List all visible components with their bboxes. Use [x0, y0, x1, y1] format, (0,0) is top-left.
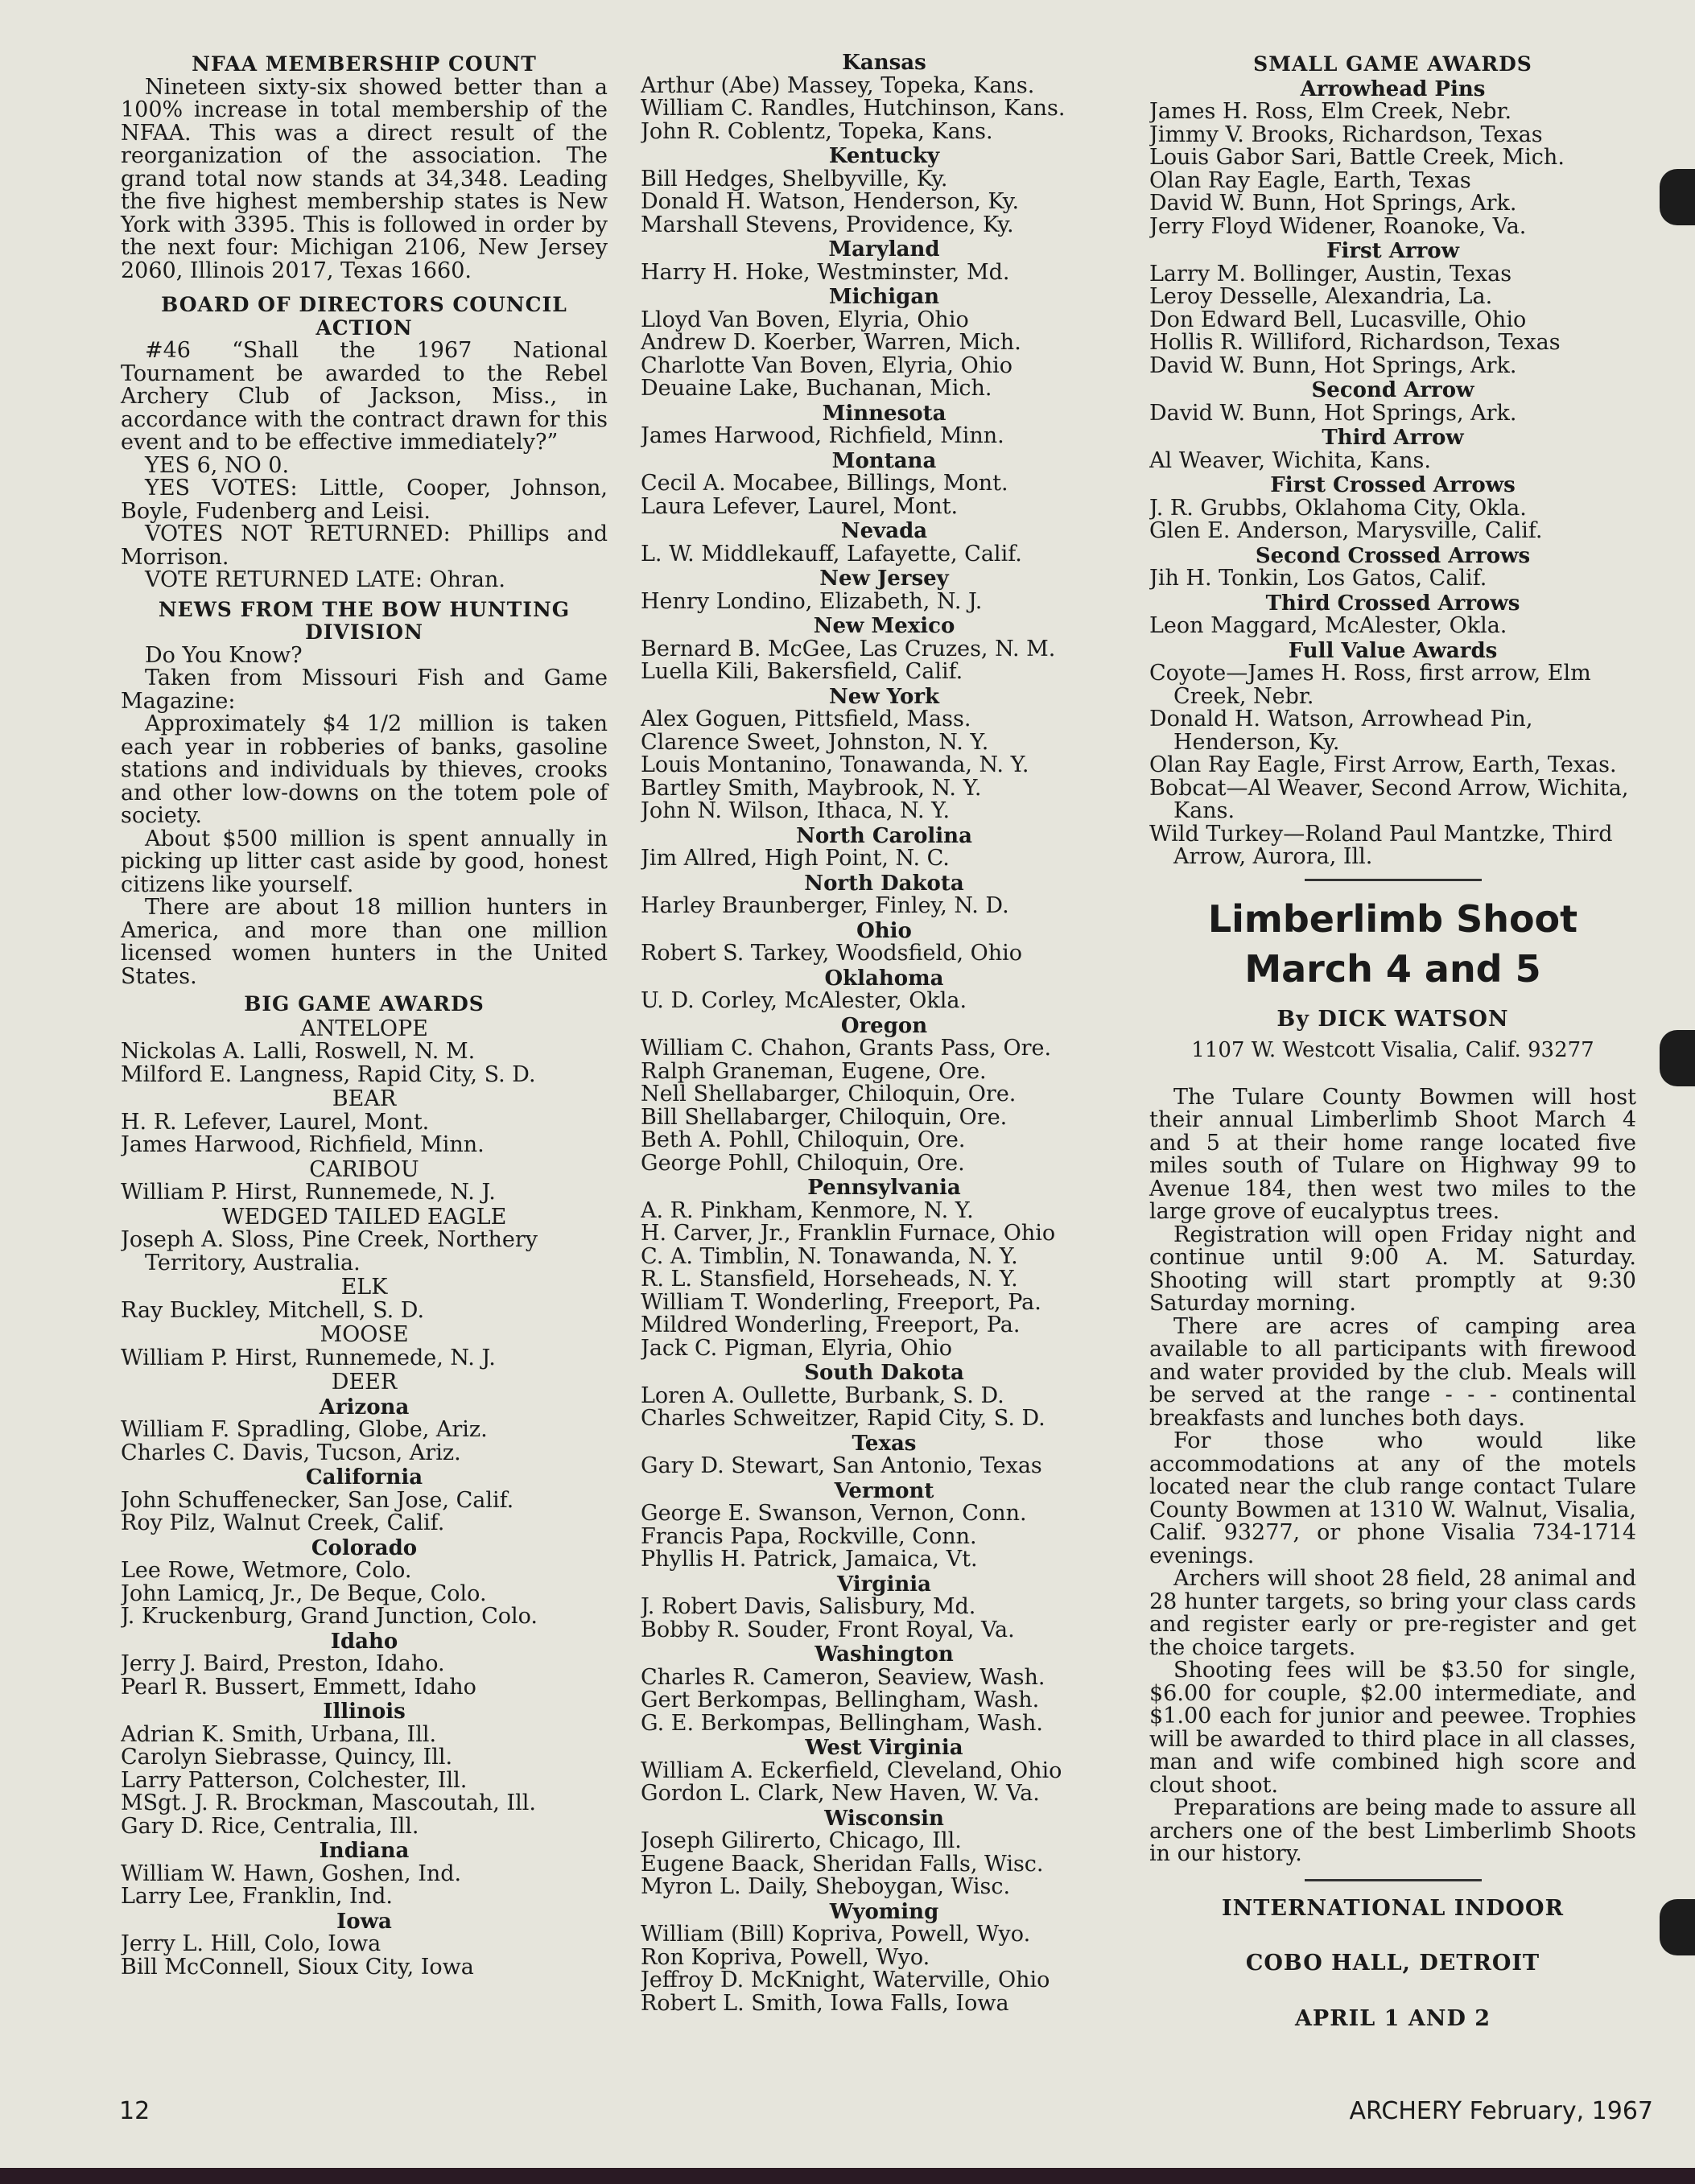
state-section-virginia [641, 1573, 1128, 1642]
list-item: Larry Patterson, Colchester, Ill. [121, 1769, 468, 1792]
section-subheading: First Arrow [1326, 239, 1460, 263]
list-item: Bobby R. Souder, Front Royal, Va. [641, 1618, 1015, 1642]
event-venue: COBO HALL, DETROIT [1245, 1951, 1540, 1976]
section-subheading: North Dakota [804, 871, 964, 896]
section-subheading: New Mexico [813, 614, 955, 638]
section-subheading: Kansas [842, 51, 926, 75]
article-headline-date: March 4 and 5 [1244, 946, 1541, 991]
list-item: James Harwood, Richfield, Minn. [641, 425, 1004, 448]
list-item: Charles Schweitzer, Rapid City, S. D. [641, 1407, 1045, 1431]
list-item: Gary D. Rice, Centralia, Ill. [121, 1815, 419, 1838]
award-section-first-crossed-arrows [1149, 474, 1636, 543]
award-section-third-arrow [1149, 426, 1636, 472]
list-item: Robert S. Tarkey, Woodsfield, Ohio [641, 942, 1023, 966]
state-section-minnesota [641, 402, 1128, 448]
list-item: Ray Buckley, Mitchell, S. D. [121, 1299, 425, 1322]
list-item: William A. Eckerfield, Cleveland, Ohio [641, 1759, 1062, 1782]
list-item: Milford E. Langness, Rapid City, S. D. [121, 1063, 536, 1086]
section-subheading: Third Arrow [1322, 426, 1464, 450]
list-item: Bill Hedges, Shelbyville, Ky. [641, 167, 948, 191]
list-item: Roy Pilz, Walnut Creek, Calif. [121, 1512, 445, 1535]
binder-hole [1660, 1899, 1695, 1955]
state-section-ohio [641, 920, 1128, 966]
list-item: Leroy Desselle, Alexandria, La. [1149, 286, 1493, 309]
section-subheading: Minnesota [822, 401, 946, 426]
article-headline: Limberlimb Shoot [1207, 896, 1578, 941]
list-item: Olan Ray Eagle, First Arrow, Earth, Texas. [1149, 754, 1617, 777]
article-paragraph: Archers will shoot 28 field, 28 animal and 28 hunter targets, so bring your class cards and register early or pre-register and get the choice targets. [1149, 1566, 1636, 1660]
state-section-idaho [121, 1630, 608, 1700]
binder-hole [1660, 1030, 1695, 1086]
award-category-elk [121, 1276, 608, 1322]
list-item: William T. Wonderling, Freeport, Pa. [641, 1291, 1041, 1314]
section-subheading: Third Crossed Arrows [1265, 591, 1520, 616]
list-item: Bill McConnell, Sioux City, Iowa [121, 1955, 474, 1979]
section-subheading: South Dakota [804, 1361, 964, 1385]
section-subheading: Full Value Awards [1288, 638, 1498, 663]
article-paragraph: There are acres of camping area available to all participants with firewood and water provided by the club. Meals will be served at the range - - - continental breakfasts and lunches both days. [1149, 1313, 1636, 1431]
list-item: Eugene Baack, Sheridan Falls, Wisc. [641, 1852, 1044, 1876]
section-subheading: Washington [815, 1642, 954, 1667]
state-section-west-virginia [641, 1737, 1128, 1806]
article-paragraph: Preparations are being made to assure all archers one of the best Limberlimb Shoots in our history. [1149, 1795, 1636, 1866]
state-section-illinois [121, 1700, 608, 1838]
list-item: John Lamicq, Jr., De Beque, Colo. [121, 1582, 487, 1605]
list-item: Marshall Stevens, Providence, Ky. [641, 213, 1014, 237]
state-section-north-dakota [641, 872, 1128, 918]
section-subheading: Second Arrow [1311, 378, 1474, 402]
section-subheading: New York [828, 684, 940, 709]
section-subheading: Montana [831, 448, 937, 473]
list-item: Joseph A. Sloss, Pine Creek, Northery Territory, Australia. [121, 1229, 538, 1275]
divider [1305, 1879, 1482, 1881]
list-item: Olan Ray Eagle, Earth, Texas [1149, 169, 1471, 192]
heading-membership-count: NFAA MEMBERSHIP COUNT [192, 52, 537, 76]
list-item: Donald H. Watson, Arrowhead Pin, Henderson, Ky. [1149, 708, 1533, 754]
list-item: David W. Bunn, Hot Springs, Ark. [1149, 354, 1517, 377]
event-title: INTERNATIONAL INDOOR [1221, 1895, 1565, 1921]
award-category-moose [121, 1324, 608, 1370]
list-item: Francis Papa, Rockville, Conn. [641, 1525, 977, 1548]
list-item: Wild Turkey—Roland Paul Mantzke, Third Arrow, Aurora, Ill. [1149, 822, 1613, 869]
list-item: Larry M. Bollinger, Austin, Texas [1149, 262, 1512, 286]
list-item: Alex Goguen, Pittsfield, Mass. [641, 708, 971, 731]
list-item: James H. Ross, Elm Creek, Nebr. [1149, 101, 1512, 124]
list-item: William (Bill) Kopriva, Powell, Wyo. [641, 1923, 1031, 1947]
list-item: Jeffroy D. McKnight, Waterville, Ohio [641, 1969, 1050, 1992]
state-section-michigan [641, 286, 1128, 401]
list-item: Lloyd Van Boven, Elyria, Ohio [641, 308, 969, 332]
section-subheading: Michigan [828, 285, 940, 309]
list-item: Donald H. Watson, Henderson, Ky. [641, 191, 1020, 214]
state-section-pennsylvania [641, 1176, 1128, 1360]
article-paragraph: For those who would like accommodations at any of the motels located near the club range contact Tulare County Bowmen at 1310 W. Walnut, Visalia, Calif. 93277, or phone Visalia 734-1714 evenings. [1149, 1428, 1636, 1568]
award-section-first-arrow [1149, 240, 1636, 377]
state-section-nevada [641, 520, 1128, 566]
list-item: Pearl R. Bussert, Emmett, Idaho [121, 1675, 476, 1699]
list-item: Henry Londino, Elizabeth, N. J. [641, 590, 983, 613]
list-item: Jack C. Pigman, Elyria, Ohio [641, 1337, 953, 1360]
list-item: Bill Shellabarger, Chiloquin, Ore. [641, 1106, 1008, 1129]
award-category-title: MOOSE [320, 1322, 409, 1347]
state-section-south-dakota [641, 1362, 1128, 1431]
paragraph: About $500 million is spent annually in picking up litter cast aside by good, honest citizens like yourself. [121, 826, 608, 897]
state-section-arizona [121, 1396, 608, 1465]
column-left [121, 50, 608, 1979]
divider [1305, 879, 1482, 881]
list-item: Charles R. Cameron, Seaview, Wash. [641, 1666, 1045, 1689]
state-section-colorado [121, 1537, 608, 1629]
column-right [1149, 50, 1636, 2030]
section-subheading: Ohio [856, 918, 912, 943]
list-item: Glen E. Anderson, Marysville, Calif. [1149, 520, 1543, 543]
section-subheading: Idaho [330, 1629, 398, 1654]
list-item: Jih H. Tonkin, Los Gatos, Calif. [1149, 567, 1487, 591]
section-subheading: California [305, 1465, 423, 1490]
paragraph: There are about 18 million hunters in America, and more than one million licensed women hunters in the United States. [121, 895, 608, 989]
list-item: Bartley Smith, Maybrook, N. Y. [641, 777, 982, 800]
page-edge-shadow [0, 2168, 1695, 2184]
state-section-california [121, 1466, 608, 1535]
list-item: David W. Bunn, Hot Springs, Ark. [1149, 192, 1517, 216]
list-item: Deuaine Lake, Buchanan, Mich. [641, 377, 992, 401]
state-section-iowa [121, 1910, 608, 1980]
state-section-wyoming [641, 1901, 1128, 2016]
list-item: Clarence Sweet, Johnston, N. Y. [641, 731, 989, 754]
list-item: William W. Hawn, Goshen, Ind. [121, 1862, 462, 1885]
section-subheading: Vermont [834, 1478, 934, 1503]
list-item: George Pohll, Chiloquin, Ore. [641, 1152, 965, 1175]
list-item: J. R. Grubbs, Oklahoma City, Okla. [1149, 497, 1527, 520]
list-item: Charlotte Van Boven, Elyria, Ohio [641, 354, 1012, 377]
list-item: William C. Chahon, Grants Pass, Ore. [641, 1037, 1052, 1061]
state-section-kansas [641, 52, 1128, 143]
list-item: Robert L. Smith, Iowa Falls, Iowa [641, 1992, 1009, 2015]
list-item: Jerry L. Hill, Colo, Iowa [121, 1933, 381, 1956]
list-item: Ralph Graneman, Eugene, Ore. [641, 1060, 987, 1083]
list-item: Nell Shellabarger, Chiloquin, Ore. [641, 1083, 1017, 1106]
state-section-new-york [641, 686, 1128, 823]
section-subheading: New Jersey [819, 567, 949, 591]
section-subheading: First Crossed Arrows [1270, 473, 1516, 497]
paragraph: Nineteen sixty-six showed better than a 100% increase in total membership of the NFAA. This was a direct result of the reorganization of the association. The grand total now stands at 34,348. Leading the five highest membership states is New York with 3395. This is followed in order by the next four: Michigan 2106, New Jersey 2060, Illinois 2017, Texas 1660. [121, 74, 608, 283]
list-item: William P. Hirst, Runnemede, N. J. [121, 1181, 496, 1205]
list-item: Charles C. Davis, Tucson, Ariz. [121, 1441, 461, 1465]
section-subheading: Colorado [311, 1535, 418, 1560]
list-item: Bernard B. McGee, Las Cruzes, N. M. [641, 637, 1056, 661]
award-section-third-crossed-arrows [1149, 592, 1636, 638]
list-item: C. A. Timblin, N. Tonawanda, N. Y. [641, 1245, 1018, 1268]
list-item: Laura Lefever, Laurel, Mont. [641, 495, 959, 518]
list-item: Louis Gabor Sari, Battle Creek, Mich. [1149, 146, 1565, 170]
award-category-antelope [121, 1018, 608, 1087]
list-item: William F. Spradling, Globe, Ariz. [121, 1419, 488, 1442]
section-subheading: North Carolina [796, 823, 972, 848]
paragraph: Taken from Missouri Fish and Game Magazine: [121, 666, 608, 714]
article-byline: By DICK WATSON [1276, 1006, 1509, 1032]
heading-small-game-awards: SMALL GAME AWARDS [1253, 52, 1532, 76]
list-item: John R. Coblentz, Topeka, Kans. [641, 120, 993, 143]
list-item: H. R. Lefever, Laurel, Mont. [121, 1111, 430, 1134]
section-subheading: Oregon [840, 1013, 928, 1038]
section-subheading: Virginia [837, 1572, 931, 1597]
state-section-oregon [641, 1015, 1128, 1176]
state-section-wisconsin [641, 1807, 1128, 1899]
paragraph: VOTE RETURNED LATE: Ohran. [145, 567, 506, 592]
state-section-new-jersey [641, 567, 1128, 613]
list-item: Arthur (Abe) Massey, Topeka, Kans. [641, 74, 1035, 97]
list-item: David W. Bunn, Hot Springs, Ark. [1149, 402, 1517, 425]
list-item: A. R. Pinkham, Kenmore, N. Y. [641, 1199, 974, 1222]
article-paragraph: The Tulare County Bowmen will host their annual Limberlimb Shoot March 4 and 5 at their home range located five miles south of Tulare on Highway 99 to Avenue 184, then west two miles to the large grove of eucalyptus trees. [1149, 1084, 1636, 1224]
list-item: John Schuffenecker, San Jose, Calif. [121, 1489, 514, 1512]
section-subheading: West Virginia [805, 1736, 963, 1760]
list-item: Larry Lee, Franklin, Ind. [121, 1885, 393, 1909]
list-item: Joseph Gilirerto, Chicago, Ill. [641, 1830, 962, 1853]
section-subheading: Wisconsin [824, 1806, 944, 1831]
column-middle [641, 50, 1128, 2015]
list-item: L. W. Middlekauff, Lafayette, Calif. [641, 542, 1022, 566]
event-date: APRIL 1 AND 2 [1294, 2005, 1491, 2031]
award-category-title: WEDGED TAILED EAGLE [221, 1204, 507, 1230]
list-item: R. L. Stansfield, Horseheads, N. Y. [641, 1268, 1018, 1292]
state-section-washington [641, 1643, 1128, 1735]
paragraph: Do You Know? [145, 642, 303, 668]
author-address: 1107 W. Westcott Visalia, Calif. 93277 [1191, 1038, 1594, 1062]
list-item: Jim Allred, High Point, N. C. [641, 847, 950, 871]
list-item: Harley Braunberger, Finley, N. D. [641, 895, 1009, 918]
list-item: Harry H. Hoke, Westminster, Md. [641, 261, 1010, 284]
list-item: Lee Rowe, Wetmore, Colo. [121, 1560, 412, 1583]
list-item: Adrian K. Smith, Urbana, Ill. [121, 1723, 437, 1746]
list-item: Ron Kopriva, Powell, Wyo. [641, 1946, 930, 1969]
list-item: William P. Hirst, Runnemede, N. J. [121, 1346, 496, 1370]
list-item: J. Kruckenburg, Grand Junction, Colo. [121, 1605, 538, 1629]
list-item: Carolyn Siebrasse, Quincy, Ill. [121, 1746, 453, 1770]
heading-board-of-directors: BOARD OF DIRECTORS COUNCIL ACTION [161, 293, 567, 340]
list-item: J. Robert Davis, Salisbury, Md. [641, 1596, 976, 1619]
section-subheading: Indiana [319, 1839, 410, 1863]
state-section-oklahoma [641, 967, 1128, 1013]
list-item: Al Weaver, Wichita, Kans. [1149, 449, 1431, 472]
heading-bow-hunting-news: NEWS FROM THE BOW HUNTING DIVISION [158, 597, 571, 644]
list-item: H. Carver, Jr., Franklin Furnace, Ohio [641, 1222, 1056, 1246]
list-item: MSgt. J. R. Brockman, Mascoutah, Ill. [121, 1792, 536, 1815]
list-item: Gert Berkompas, Bellingham, Wash. [641, 1689, 1040, 1712]
list-item: Bobcat—Al Weaver, Second Arrow, Wichita, Kans. [1149, 777, 1629, 823]
award-category-title: CARIBOU [309, 1156, 419, 1182]
list-item: Jerry J. Baird, Preston, Idaho. [121, 1653, 445, 1676]
award-section-arrowhead-pins [1149, 78, 1636, 239]
list-item: John N. Wilson, Ithaca, N. Y. [641, 800, 951, 823]
article-paragraph: Shooting fees will be $3.50 for single, $6.00 for couple, $2.00 intermediate, and $1.00 each for junior and peewee. Trophies will be awarded to third place in all classes, man and wife combined high score and clout shoot. [1149, 1658, 1636, 1798]
section-subheading: Pennsylvania [807, 1176, 961, 1200]
section-subheading: Maryland [828, 237, 940, 262]
award-category-title: ANTELOPE [300, 1016, 428, 1041]
list-item: Mildred Wonderling, Freeport, Pa. [641, 1314, 1021, 1337]
state-section-texas [641, 1432, 1128, 1478]
list-item: George E. Swanson, Vernon, Conn. [641, 1502, 1027, 1526]
list-item: Jimmy V. Brooks, Richardson, Texas [1149, 123, 1543, 146]
section-subheading: Iowa [336, 1909, 392, 1934]
award-section-full-value [1149, 640, 1636, 869]
paragraph: #46 “Shall the 1967 National Tournament be awarded to the Rebel Archery Club of Jackson, Miss., in accordance with the contract drawn for this event and to be effective immediately?” [121, 338, 608, 455]
list-item: Don Edward Bell, Lucasville, Ohio [1149, 308, 1527, 332]
award-category-caribou [121, 1156, 608, 1205]
list-item: Jerry Floyd Widener, Roanoke, Va. [1149, 215, 1527, 238]
section-subheading: Kentucky [828, 144, 940, 168]
state-section-north-carolina [641, 825, 1128, 871]
list-item: Andrew D. Koerber, Warren, Mich. [641, 332, 1021, 355]
list-item: Louis Montanino, Tonawanda, N. Y. [641, 754, 1029, 777]
state-section-maryland [641, 238, 1128, 284]
award-category-title: ELK [340, 1275, 388, 1300]
section-subheading: Arrowhead Pins [1300, 76, 1486, 101]
award-category-bear [121, 1088, 608, 1157]
award-category-title: DEER [331, 1370, 398, 1395]
page-number: 12 [119, 2097, 151, 2125]
list-item: Nickolas A. Lalli, Roswell, N. M. [121, 1040, 476, 1064]
state-section-kentucky [641, 145, 1128, 237]
section-subheading: Texas [852, 1431, 917, 1456]
list-item: James Harwood, Richfield, Minn. [121, 1134, 485, 1157]
section-subheading: Nevada [840, 519, 928, 543]
list-item: G. E. Berkompas, Bellingham, Wash. [641, 1712, 1043, 1735]
section-subheading: Illinois [323, 1700, 406, 1724]
list-item: Beth A. Pohll, Chiloquin, Ore. [641, 1129, 966, 1152]
award-category-title: BEAR [332, 1086, 397, 1111]
list-item: William C. Randles, Hutchinson, Kans. [641, 97, 1066, 121]
paragraph: VOTES NOT RETURNED: Phillips and Morrison. [121, 521, 608, 570]
list-item: Coyote—James H. Ross, first arrow, Elm Creek, Nebr. [1149, 662, 1591, 708]
paragraph: YES 6, NO 0. [145, 452, 290, 478]
state-section-vermont [641, 1480, 1128, 1572]
section-subheading: Second Crossed Arrows [1255, 543, 1531, 568]
paragraph: Approximately $4 1/2 million is taken each year in robberies of banks, gasoline stations and individuals by thieves, crooks and other low-downs on the totem pole of society. [121, 711, 608, 828]
list-item: Myron L. Daily, Sheboygan, Wisc. [641, 1876, 1011, 1899]
award-section-second-arrow [1149, 379, 1636, 425]
state-section-montana [641, 450, 1128, 519]
list-item: Luella Kili, Bakersfield, Calif. [641, 661, 963, 684]
list-item: Phyllis H. Patrick, Jamaica, Vt. [641, 1548, 978, 1572]
section-subheading: Arizona [319, 1395, 410, 1420]
section-subheading: Oklahoma [824, 966, 944, 991]
list-item: Leon Maggard, McAlester, Okla. [1149, 615, 1507, 638]
list-item: Gary D. Stewart, San Antonio, Texas [641, 1455, 1042, 1478]
award-category-eagle [121, 1206, 608, 1275]
list-item: Hollis R. Williford, Richardson, Texas [1149, 332, 1561, 355]
list-item: Cecil A. Mocabee, Billings, Mont. [641, 472, 1008, 496]
publication-footer: ARCHERY February, 1967 [1349, 2097, 1653, 2125]
award-section-second-crossed-arrows [1149, 545, 1636, 591]
list-item: U. D. Corley, McAlester, Okla. [641, 990, 967, 1013]
section-subheading: Wyoming [829, 1899, 939, 1924]
heading-big-game-awards: BIG GAME AWARDS [244, 992, 485, 1016]
binder-hole [1660, 169, 1695, 225]
article-paragraph: Registration will open Friday night and continue until 9:00 A. M. Saturday. Shooting will start promptly at 9:30 Saturday morning. [1149, 1222, 1636, 1316]
paragraph: YES VOTES: Little, Cooper, Johnson, Boyle, Fudenberg and Leisi. [121, 476, 608, 524]
state-section-new-mexico [641, 615, 1128, 684]
state-section-indiana [121, 1840, 608, 1909]
list-item: Loren A. Oullette, Burbank, S. D. [641, 1384, 1004, 1407]
list-item: Gordon L. Clark, New Haven, W. Va. [641, 1782, 1040, 1806]
